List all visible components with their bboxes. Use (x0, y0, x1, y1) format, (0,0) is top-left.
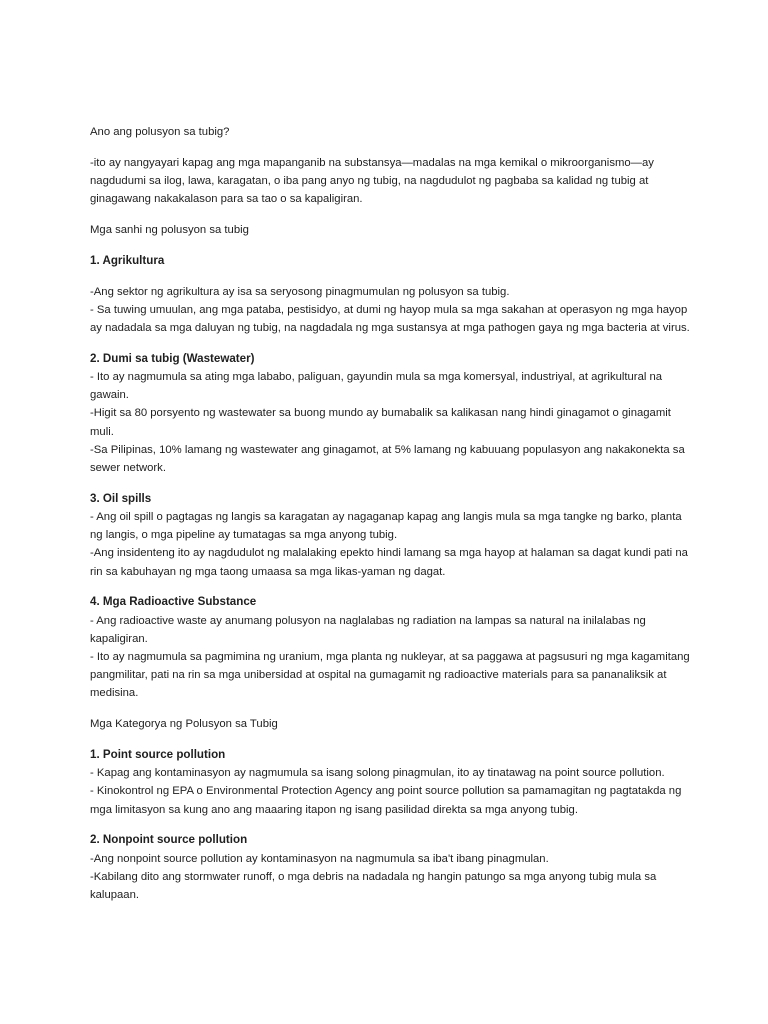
cause-line: -Ang insidenteng ito ay nagdudulot ng malalaking epekto hindi lamang sa mga hayop at halaman sa dagat kundi pati na rin sa kabuhayan ng mga taong umaasa sa mga likas-yaman ng dagat. (90, 547, 688, 578)
category-line: -Kabilang dito ang stormwater runoff, o mga debris na nadadala ng hangin patungo sa mga anyong tubig mula sa kalupaan. (90, 870, 657, 902)
cause-heading: 3. Oil spills (90, 491, 152, 505)
cause-section-oil-spills (90, 490, 690, 581)
cause-line: - Ito ay nagmumula sa pagmimina ng uranium, mga planta ng nukleyar, at sa paggawa at pagsusuri ng mga kagamitang pangmilitar, pati na rin sa mga unibersidad at ospital na gumagamit ng radioactive materials para sa pananaliksik at medisina. (90, 651, 690, 700)
cause-heading: 1. Agrikultura (90, 253, 165, 267)
category-line: -Ang nonpoint source pollution ay kontaminasyon na nagmumula sa iba't ibang pinagmulan. (90, 852, 549, 865)
cause-line: - Sa tuwing umuulan, ang mga pataba, pestisidyo, at dumi ng hayop mula sa mga sakahan at operasyon ng mga hayop ay nadadala sa mga daluyan ng tubig, na nagdadala ng mga sustansya at mga pathogen gaya ng mga bacteria at virus. (90, 303, 690, 334)
categories-title: Mga Kategorya ng Polusyon sa Tubig (90, 718, 278, 731)
question-text: Ano ang polusyon sa tubig? (90, 126, 230, 138)
causes-title: Mga sanhi ng polusyon sa tubig (90, 224, 249, 236)
definition-text: -ito ay nangyayari kapag ang mga mapanganib na substansya—madalas na mga kemikal o mikroorganismo—ay nagdudumi sa ilog, lawa, karagatan, o iba pang anyo ng tubig, na nagdudulot ng pagbaba sa kalidad ng tubig at ginagawang nakakalason para sa tao o sa kapaligiran. (90, 156, 654, 206)
cause-line: -Higit sa 80 porsyento ng wastewater sa buong mundo ay bumabalik sa kalikasan nang hindi ginagamot o ginagamit muli. (90, 407, 671, 438)
category-heading: 1. Point source pollution (90, 748, 226, 762)
cause-section-radioactive (90, 593, 690, 702)
cause-line: - Ito ay nagmumula sa ating mga lababo, paliguan, gayundin mula sa mga komersyal, industriyal, at agrikultural na gawain. (90, 371, 663, 402)
cause-line: - Ang radioactive waste ay anumang polusyon na naglalabas ng radiation na lampas sa natural na inilalabas ng kapaligiran. (90, 614, 646, 645)
category-section-point-source (90, 746, 690, 819)
cause-section-agrikultura (90, 252, 690, 337)
document-page (90, 123, 690, 917)
cause-heading: 2. Dumi sa tubig (Wastewater) (90, 351, 255, 365)
category-section-nonpoint-source (90, 831, 690, 904)
cause-line: - Ang oil spill o pagtagas ng langis sa karagatan ay nagaganap kapag ang langis mula sa mga tangke ng barko, planta ng langis, o mga pipeline ay tumatagas sa mga anyong tubig. (90, 511, 682, 542)
category-heading: 2. Nonpoint source pollution (90, 833, 248, 847)
cause-section-wastewater (90, 350, 690, 477)
cause-line: -Sa Pilipinas, 10% lamang ng wastewater ang ginagamot, at 5% lamang ng kabuuang populasyon ang nakakonekta sa sewer network. (90, 443, 685, 475)
cause-heading: 4. Mga Radioactive Substance (90, 595, 257, 609)
category-line: - Kinokontrol ng EPA o Environmental Protection Agency ang point source pollution sa pamamagitan ng pagtatakda ng mga limitasyon sa kung ano ang maaaring itapon ng isang pasilidad direkta sa mga anyong tubig. (90, 785, 682, 816)
category-line: - Kapag ang kontaminasyon ay nagmumula sa isang solong pinagmulan, ito ay tinatawag na point source pollution. (90, 767, 665, 780)
cause-line: -Ang sektor ng agrikultura ay isa sa seryosong pinagmumulan ng polusyon sa tubig. (90, 285, 510, 298)
